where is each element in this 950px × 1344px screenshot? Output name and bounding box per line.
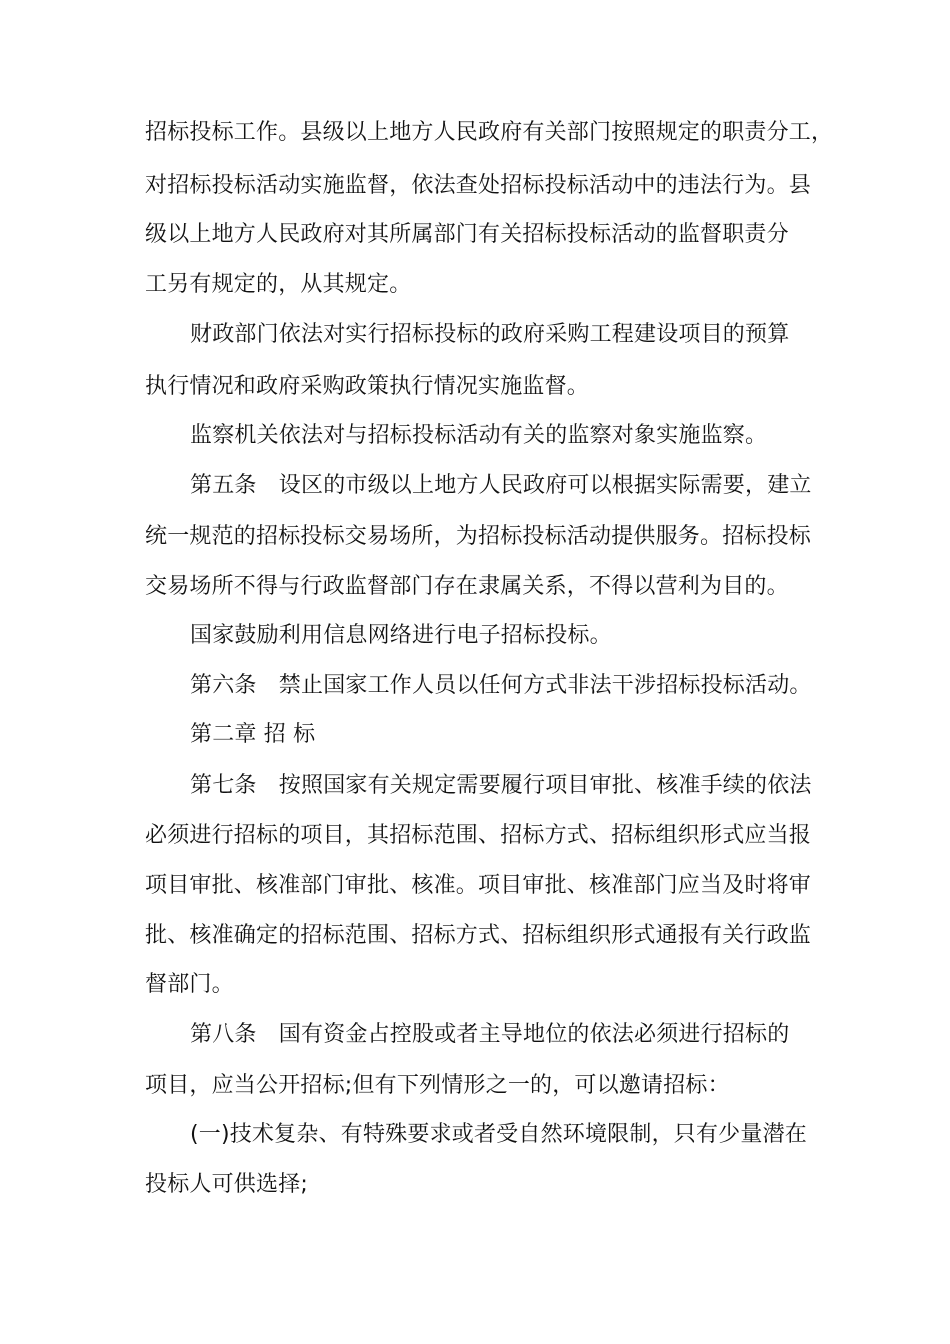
text-line: 项目审批、核准部门审批、核准。项目审批、核准部门应当及时将审 xyxy=(145,873,812,898)
list-item: (一)技术复杂、有特殊要求或者受自然环境限制，只有少量潜在 xyxy=(190,1122,807,1147)
article-6-heading: 第六条 禁止国家工作人员以任何方式非法干涉招标投标活动。 xyxy=(190,673,812,698)
text-line: 国家鼓励利用信息网络进行电子招标投标。 xyxy=(190,623,612,648)
text-line: 批、核准确定的招标范围、招标方式、招标组织形式通报有关行政监 xyxy=(145,923,812,948)
text-line: 工另有规定的，从其规定。 xyxy=(145,272,412,297)
text-line: 交易场所不得与行政监督部门存在隶属关系，不得以营利为目的。 xyxy=(145,574,789,599)
text-line: 对招标投标活动实施监督，依法查处招标投标活动中的违法行为。县 xyxy=(145,173,812,198)
text-line: 监察机关依法对与招标投标活动有关的监察对象实施监察。 xyxy=(190,423,768,448)
text-line: 招标投标工作。县级以上地方人民政府有关部门按照规定的职责分工， xyxy=(145,120,834,145)
text-line: 财政部门依法对实行招标投标的政府采购工程建设项目的预算 xyxy=(190,322,790,347)
text-line: 督部门。 xyxy=(145,972,234,997)
article-7-heading: 第七条 按照国家有关规定需要履行项目审批、核准手续的依法 xyxy=(190,773,812,798)
text-line: 执行情况和政府采购政策执行情况实施监督。 xyxy=(145,374,590,399)
text-line: 必须进行招标的项目，其招标范围、招标方式、招标组织形式应当报 xyxy=(145,823,812,848)
chapter-heading: 第二章 招 标 xyxy=(190,722,316,747)
text-line: 投标人可供选择; xyxy=(145,1172,309,1197)
text-line: 统一规范的招标投标交易场所，为招标投标活动提供服务。招标投标 xyxy=(145,524,812,549)
text-line: 级以上地方人民政府对其所属部门有关招标投标活动的监督职责分 xyxy=(145,222,789,247)
article-5-heading: 第五条 设区的市级以上地方人民政府可以根据实际需要，建立 xyxy=(190,473,812,498)
article-8-heading: 第八条 国有资金占控股或者主导地位的依法必须进行招标的 xyxy=(190,1022,790,1047)
text-line: 项目，应当公开招标;但有下列情形之一的，可以邀请招标： xyxy=(145,1073,730,1098)
